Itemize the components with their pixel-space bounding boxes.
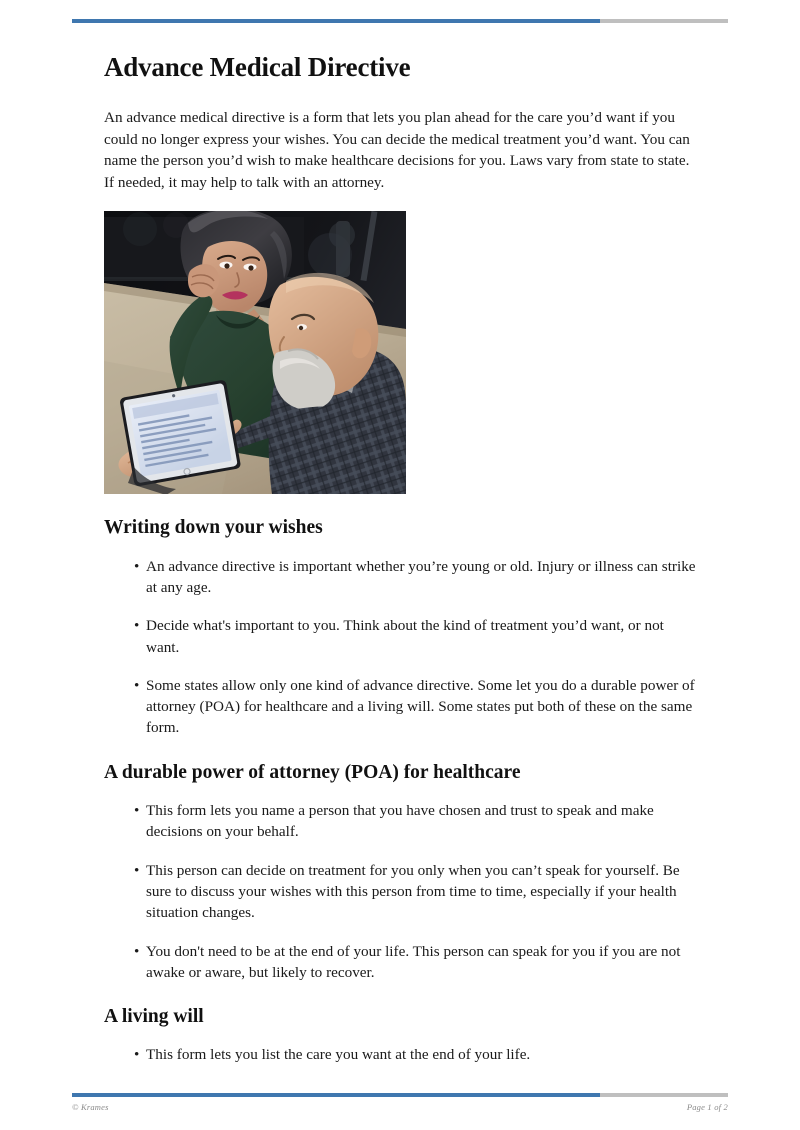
list-item-text: Some states allow only one kind of advance directive. Some let you do a durable power of attorney (POA) for healthcare and a living will. Some states put both of these on the same form. — [146, 676, 695, 737]
list-item-text: This form lets you list the care you want at the end of your life. — [146, 1046, 531, 1064]
list-item-text: You don't need to be at the end of your life. This person can speak for you if you are not awake or aware, but likely to recover. — [146, 942, 681, 981]
list-item — [104, 615, 696, 658]
page-title: Advance Medical Directive — [104, 52, 411, 82]
footer-rule-gray-segment — [600, 1093, 728, 1097]
header-rule-blue-segment — [72, 19, 600, 23]
bullet-icon: • — [134, 1046, 140, 1064]
footer-page-number: Page 1 of 2 — [686, 1102, 728, 1112]
list-item — [104, 800, 696, 843]
list-item — [104, 941, 696, 984]
intro-paragraph: An advance medical directive is a form that lets you plan ahead for the care you’d want if you could no longer express your wishes. You can decide the medical treatment you’d want. You can name the person you’d wish to make healthcare decisions for you. Laws vary from state to state. If needed, it may help to talk with an attorney. — [104, 109, 690, 191]
list-item — [104, 860, 696, 924]
list-item — [104, 1044, 696, 1065]
footer-rule-blue-segment — [72, 1093, 600, 1097]
bullet-icon: • — [134, 617, 140, 635]
document-content — [104, 52, 696, 1066]
footer-copyright: © Krames — [72, 1102, 109, 1112]
section-heading-writing-down-your-wishes: Writing down your wishes — [104, 517, 323, 539]
bullet-list-writing-down-your-wishes — [104, 556, 696, 739]
list-item — [104, 675, 696, 739]
header-rule — [72, 19, 728, 23]
bullet-icon: • — [134, 942, 140, 960]
bullet-icon: • — [134, 676, 140, 694]
bullet-list-a-living-will — [104, 1044, 696, 1065]
page-footer — [72, 1102, 728, 1112]
bullet-icon: • — [134, 861, 140, 879]
list-item-text: Decide what's important to you. Think about the kind of treatment you’d want, or not want. — [146, 617, 664, 656]
list-item-text: This person can decide on treatment for you only when you can’t speak for yourself. Be sure to discuss your wishes with this person from time to time, especially if your health situation changes. — [146, 861, 680, 922]
section-heading-a-living-will: A living will — [104, 1006, 204, 1028]
bullet-list-durable-power-of-attorney — [104, 800, 696, 983]
bullet-icon: • — [134, 557, 140, 575]
list-item — [104, 556, 696, 599]
list-item-text: This form lets you name a person that you have chosen and trust to speak and make decisions on your behalf. — [146, 802, 654, 841]
header-rule-gray-segment — [600, 19, 728, 23]
list-item-text: An advance directive is important whether you’re young or old. Injury or illness can strike at any age. — [146, 557, 696, 597]
footer-rule — [72, 1093, 728, 1097]
photo-illustration — [104, 211, 406, 494]
bullet-icon: • — [134, 802, 140, 820]
article-photo — [104, 211, 406, 494]
section-heading-durable-power-of-attorney: A durable power of attorney (POA) for healthcare — [104, 761, 521, 783]
